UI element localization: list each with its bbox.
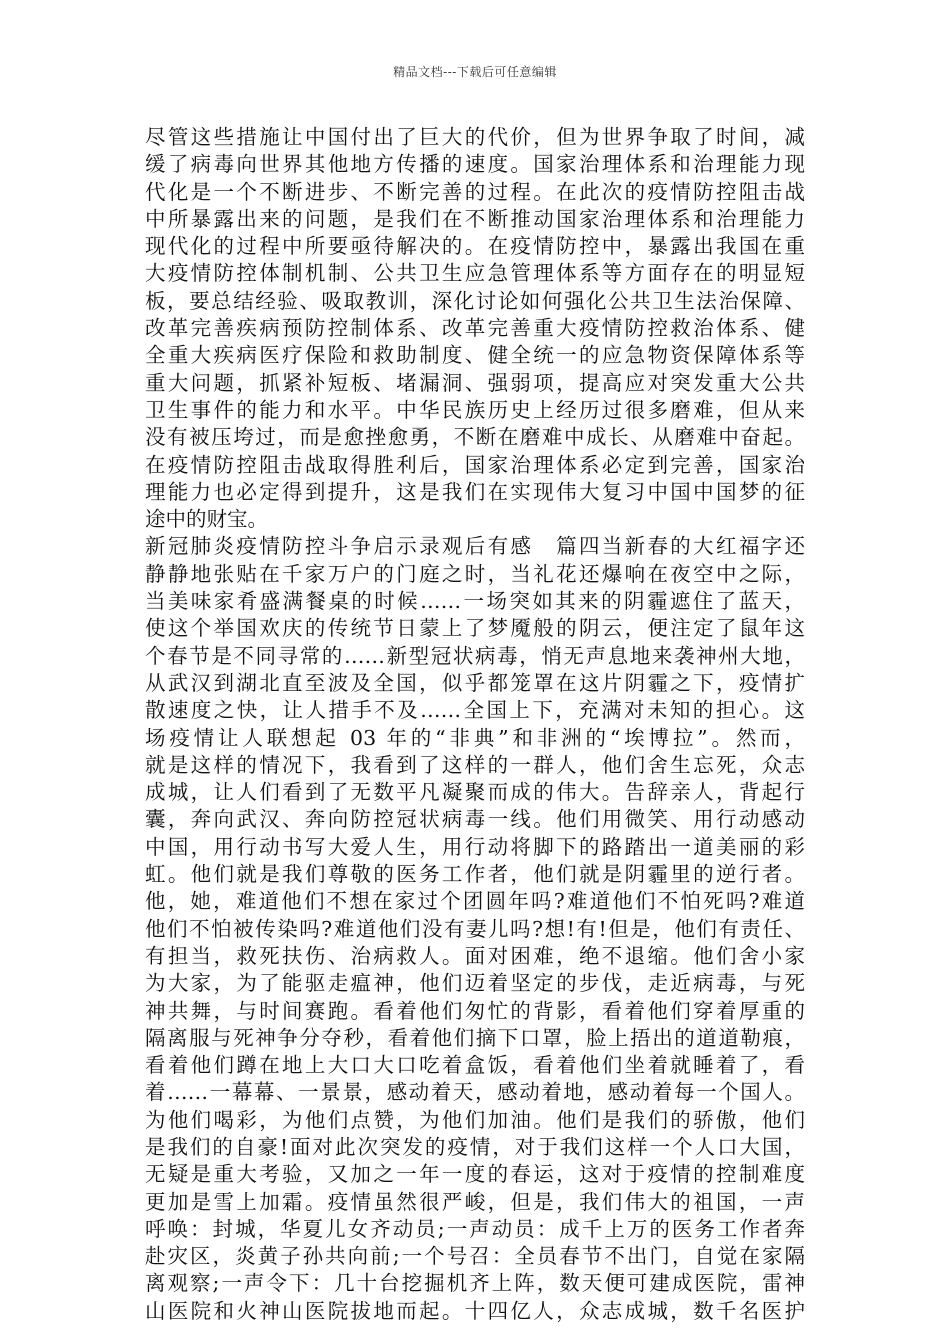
text-line: 缓了病毒向世界其他地方传播的速度。国家治理体系和治理能力现 <box>145 152 805 177</box>
text-line: 个春节是不同寻常的……新型冠状病毒，悄无声息地来袭神州大地， <box>145 643 805 668</box>
text-line: 囊，奔向武汉、奔向防控冠状病毒一线。他们用微笑、用行动感动 <box>145 807 805 832</box>
text-line: 从武汉到湖北直至波及全国，似乎都笼罩在这片阴霾之下，疫情扩 <box>145 670 805 695</box>
text-line: 使这个举国欢庆的传统节日蒙上了梦魇般的阴云，便注定了鼠年这 <box>145 616 805 641</box>
text-line: 全重大疾病医疗保险和救助制度、健全统一的应急物资保障体系等 <box>145 343 805 368</box>
text-line: 散速度之快，让人措手不及……全国上下，充满对未知的担心。这 <box>145 698 805 723</box>
text-line: 有担当，救死扶伤、治病救人。面对困难，绝不退缩。他们舍小家 <box>145 943 805 968</box>
text-line: 离观察;一声令下：几十台挖掘机齐上阵，数天便可建成医院，雷神 <box>145 1271 805 1296</box>
text-line: 改革完善疾病预防控制体系、改革完善重大疫情防控救治体系、健 <box>145 316 805 341</box>
text-line: 神共舞，与时间赛跑。看着他们匆忙的背影，看着他们穿着厚重的 <box>145 998 805 1023</box>
text-line: 山医院和火神山医院拔地而起。十四亿人，众志成城，数千名医护 <box>145 1298 805 1323</box>
text-line: 板，要总结经验、吸取教训，深化讨论如何强化公共卫生法治保障、 <box>145 288 805 313</box>
text-line: 场疫情让人联想起 03 年的“非典”和非洲的“埃博拉”。然而， <box>145 725 805 750</box>
text-line: 他，她，难道他们不想在家过个团圆年吗?难道他们不怕死吗?难道 <box>145 889 805 914</box>
text-line: 中所暴露出来的问题，是我们在不断推动国家治理体系和治理能力 <box>145 206 805 231</box>
page-header: 精品文档---下载后可任意编辑 <box>393 65 557 79</box>
text-line: 隔离服与死神争分夺秒，看着他们摘下口罩，脸上捂出的道道勒痕， <box>145 1025 805 1050</box>
text-line: 现代化的过程中所要亟待解决的。在疫情防控中，暴露出我国在重 <box>145 234 805 259</box>
text-line: 为大家，为了能驱走瘟神，他们迈着坚定的步伐，走近病毒，与死 <box>145 971 805 996</box>
text-line: 静静地张贴在千家万户的门庭之时，当礼花还爆响在夜空中之际， <box>145 561 805 586</box>
text-line: 代化是一个不断进步、不断完善的过程。在此次的疫情防控阻击战 <box>145 179 805 204</box>
text-line: 是我们的自豪!面对此次突发的疫情，对于我们这样一个人口大国， <box>145 1134 805 1159</box>
text-line: 他们不怕被传染吗?难道他们没有妻儿吗?想!有!但是，他们有责任、 <box>145 916 805 941</box>
text-line: 在疫情防控阻击战取得胜利后，国家治理体系必定到完善，国家治 <box>145 452 805 477</box>
text-line: 尽管这些措施让中国付出了巨大的代价，但为世界争取了时间，减 <box>145 125 805 149</box>
text-line: 更加是雪上加霜。疫情虽然很严峻，但是，我们伟大的祖国，一声 <box>145 1189 805 1214</box>
document-body <box>145 124 805 1325</box>
paragraph-1 <box>145 124 805 533</box>
text-line: 大疫情防控体制机制、公共卫生应急管理体系等方面存在的明显短 <box>145 261 805 286</box>
text-line: 中国，用行动书写大爱人生，用行动将脚下的路踏出一道美丽的彩 <box>145 834 805 859</box>
text-line: 为他们喝彩，为他们点赞，为他们加油。他们是我们的骄傲，他们 <box>145 1107 805 1132</box>
text-line: 卫生事件的能力和水平。中华民族历史上经历过很多磨难，但从来 <box>145 397 805 422</box>
text-line: 途中的财宝。 <box>145 507 268 532</box>
paragraph-2 <box>145 533 805 1325</box>
text-line: 呼唤：封城，华夏儿女齐动员;一声动员：成千上万的医务工作者奔 <box>145 1216 805 1241</box>
text-line: 理能力也必定得到提升，这是我们在实现伟大复习中国中国梦的征 <box>145 479 805 504</box>
text-line: 着……一幕幕、一景景，感动着天，感动着地，感动着每一个国人。 <box>145 1080 805 1105</box>
text-line: 成城，让人们看到了无数平凡凝聚而成的伟大。告辞亲人，背起行 <box>145 780 805 805</box>
text-line: 没有被压垮过，而是愈挫愈勇，不断在磨难中成长、从磨难中奋起。 <box>145 425 805 450</box>
text-line: 虹。他们就是我们尊敬的医务工作者，他们就是阴霾里的逆行者。 <box>145 862 805 887</box>
text-line: 就是这样的情况下，我看到了这样的一群人，他们舍生忘死，众志 <box>145 752 805 777</box>
text-line: 当美味家肴盛满餐桌的时候……一场突如其来的阴霾遮住了蓝天， <box>145 589 805 614</box>
text-line: 新冠肺炎疫情防控斗争启示录观后有感 篇四当新春的大红福字还 <box>145 534 805 559</box>
text-line: 重大问题，抓紧补短板、堵漏洞、强弱项，提高应对突发重大公共 <box>145 370 805 395</box>
text-line: 看着他们蹲在地上大口大口吃着盒饭，看着他们坐着就睡着了，看 <box>145 1053 805 1078</box>
text-line: 赴灾区，炎黄子孙共向前;一个号召：全员春节不出门，自觉在家隔 <box>145 1244 805 1269</box>
text-line: 无疑是重大考验，又加之一年一度的春运，这对于疫情的控制难度 <box>145 1162 805 1187</box>
